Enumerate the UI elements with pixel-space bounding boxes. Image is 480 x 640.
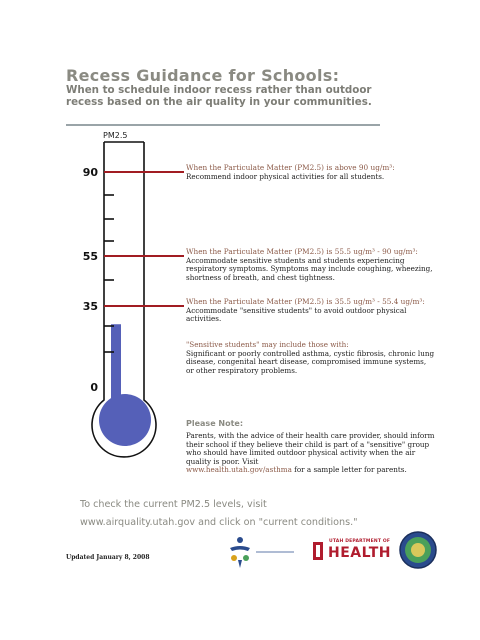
- level-block-90: [186, 164, 436, 181]
- health-logo-mark: [310, 540, 326, 562]
- page-subtitle: When to schedule indoor recess rather than outdoor recess based on the air quality in your communities.: [66, 84, 372, 108]
- people-icon: [230, 537, 250, 568]
- tick-label-55: 55: [82, 250, 98, 263]
- state-seal-icon: [398, 530, 438, 570]
- level-text-55: Accommodate sensitive students and students experiencing respiratory symptoms. Symptoms may include coughing, wheezing, shortness of breath, and chest tightness.: [186, 255, 433, 282]
- sensitive-text: Significant or poorly controlled asthma, cystic fibrosis, chronic lung disease, congenital heart disease, compromised immune systems, or other respiratory problems.: [186, 348, 435, 375]
- footer-line-2: www.airquality.utah.gov and click on "current conditions.": [80, 517, 358, 528]
- note-block: [186, 432, 436, 475]
- level-text-90: Recommend indoor physical activities for all students.: [186, 171, 385, 181]
- sensitive-block: [186, 341, 436, 375]
- footer: [80, 496, 440, 532]
- tick-label-90: 90: [82, 166, 98, 179]
- sensitive-heading: "Sensitive students" may include those with:: [186, 340, 349, 349]
- level-block-55: [186, 248, 436, 282]
- note-tail: for a sample letter for parents.: [291, 465, 407, 475]
- page-title: Recess Guidance for Schools:: [66, 66, 340, 85]
- level-lead-55: When the Particulate Matter (PM2.5) is 55.5 ug/m³ - 90 ug/m³:: [186, 247, 418, 256]
- health-wordmark: HEALTH: [328, 545, 391, 561]
- tick-label-0: 0: [90, 381, 98, 394]
- level-block-35: [186, 298, 436, 324]
- updated-date: Updated January 8, 2008: [66, 554, 150, 561]
- thermometer-bulb: [99, 394, 151, 446]
- thermometer-unit-label: PM2.5: [103, 131, 128, 140]
- level-text-35: Accommodate "sensitive students" to avoid outdoor physical activities.: [186, 305, 407, 324]
- tick-label-35: 35: [82, 300, 98, 313]
- level-lead-35: When the Particulate Matter (PM2.5) is 35.5 ug/m³ - 55.4 ug/m³:: [186, 297, 425, 306]
- level-lead-90: When the Particulate Matter (PM2.5) is above 90 ug/m³:: [186, 163, 395, 172]
- health-dept-label: UTAH DEPARTMENT OF: [329, 539, 391, 544]
- partner-logo: [226, 534, 296, 570]
- note-heading: Please Note:: [186, 419, 244, 428]
- note-text: Parents, with the advice of their health care provider, should inform their school if they believe their child is part of a "sensitive" group who should have limited outdoor physical activity when the air quality is poor. Visit: [186, 431, 435, 466]
- asthma-link[interactable]: www.health.utah.gov/asthma: [186, 465, 292, 475]
- footer-line-1: To check the current PM2.5 levels, visit: [80, 499, 267, 510]
